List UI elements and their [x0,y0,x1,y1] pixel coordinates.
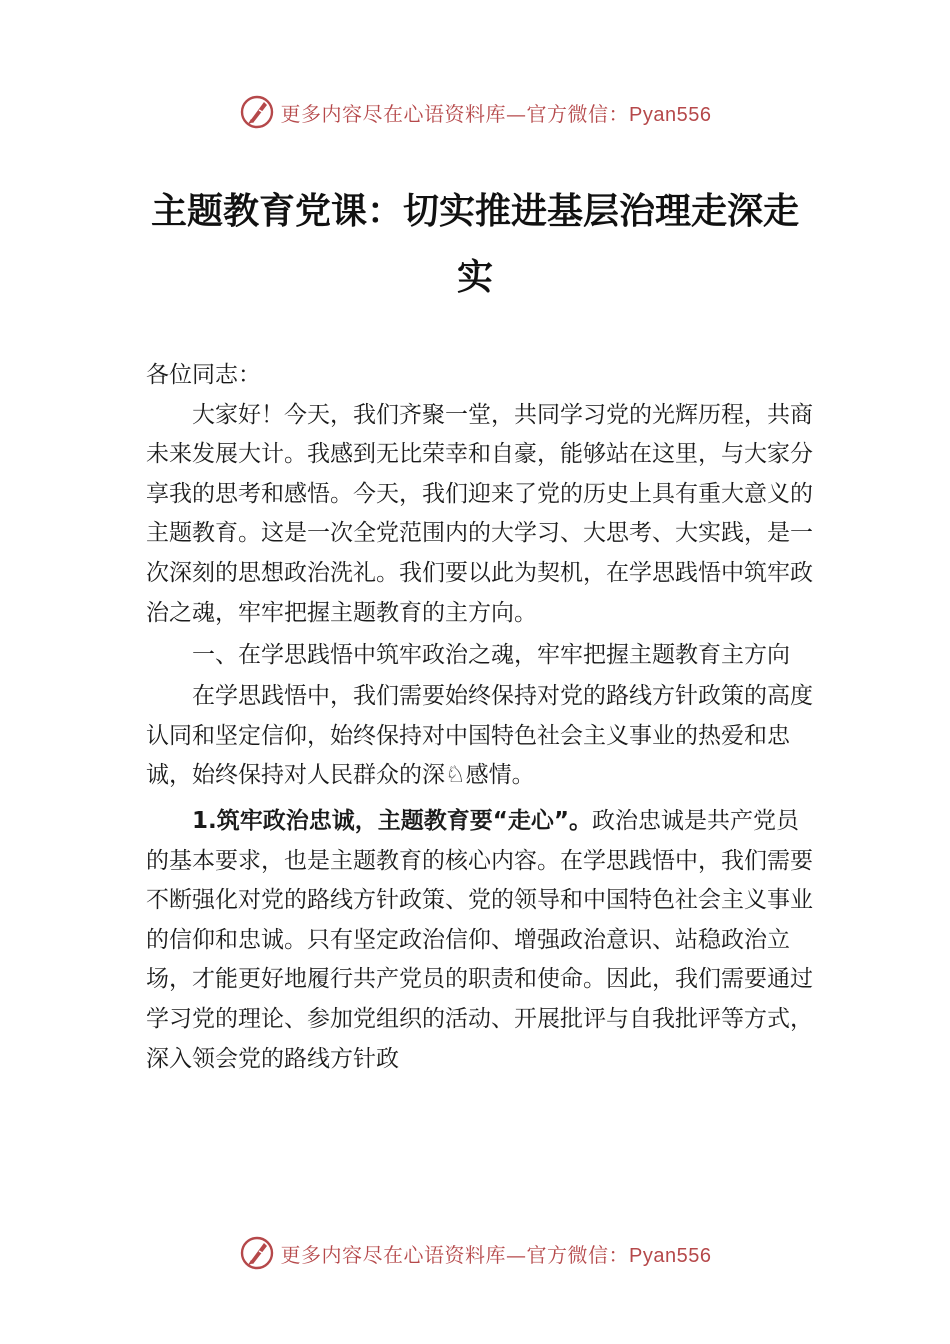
footer-watermark [0,1233,950,1273]
wechat-id: Pyan556 [629,103,712,126]
header-watermark [0,92,950,132]
document-body [146,356,818,1079]
section-heading: 一、在学思践悟中筑牢政治之魂，牢牢把握主题教育主方向 [192,642,790,669]
point-1-paragraph [146,802,818,1079]
intro-paragraph: 大家好！今天，我们齐聚一堂，共同学习党的光辉历程，共商未来发展大计。我感到无比荣幸和自豪，能够站在这里，与大家分享我的思考和感悟。今天，我们迎来了党的历史上具有重大意义的主题教育。这是一次全党范围内的大学习、大思考、大实践，是一次深刻的思想政治洗礼。我们要以此为契机，在学思践悟中筑牢政治之魂，牢牢把握主题教育的主方向。 [146,401,813,626]
point-1-text: 政治忠诚是共产党员的基本要求，也是主题教育的核心内容。在学思践悟中，我们需要不断强化对党的路线方针政策、党的领导和中国特色社会主义事业的信仰和忠诚。只有坚定政治信仰、增强政治意识、站稳政治立场，才能更好地履行共产党员的职责和使命。因此，我们需要通过学习党的理论、参加党组织的活动、开展批评与自我批评等方式，深入领会党的路线方针政 [146,807,813,1072]
salutation: 各位同志： [146,362,261,388]
quill-pen-logo-icon [239,94,275,130]
watermark-text: 更多内容尽在心语资料库—官方微信：Pyan556 [280,1242,712,1267]
quill-pen-logo-icon [239,1235,275,1271]
watermark-text: 更多内容尽在心语资料库—官方微信：Pyan556 [280,101,712,126]
wechat-id: Pyan556 [629,1244,712,1267]
section-paragraph: 在学思践悟中，我们需要始终保持对党的路线方针政策的高度认同和坚定信仰，始终保持对中国特色社会主义事业的热爱和忠诚，始终保持对人民群众的深♘感情。 [146,683,813,789]
point-1-lead: 1.筑牢政治忠诚，主题教育要“走心”。 [192,807,592,834]
document-title: 主题教育党课：切实推进基层治理走深走实 [150,190,799,298]
